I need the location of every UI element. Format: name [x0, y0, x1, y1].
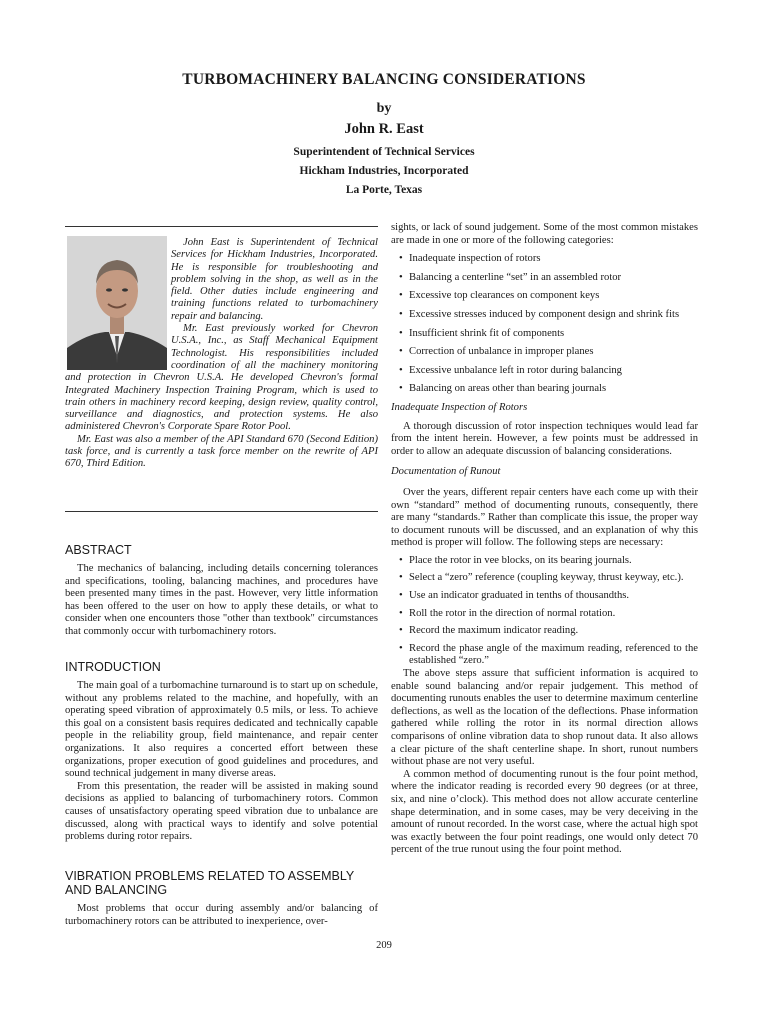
- list-item: • Use an indicator graduated in tenths of thousandths.: [391, 590, 698, 603]
- right-column: [391, 222, 698, 857]
- byline: by: [376, 101, 392, 116]
- introduction-paragraph: From this presentation, the reader will be assisted in making sound decisions as applied to balancing of turbomachinery rotors. Common causes of unsatisfactory operating speed vibration due to unbalance are discussed, along with practical ways to identify and solve potential problems during rotor repairs.: [65, 780, 378, 843]
- mistakes-intro: sights, or lack of sound judgement. Some of the most common mistakes are made in one or more of the following categories:: [391, 222, 698, 246]
- steps-list: [391, 555, 698, 668]
- bio-paragraph: Mr. East previously worked for Chevron U.S.A., Inc., as Staff Mechanical Equipment Technologist. His responsibilities included coordination of all the machinery monitoring and protection in Chevron U.S.A. He developed Chevron's formal Integrated Machinery Inspection Training Program, which is used to train others in machinery record keeping, design review, quality control, surveillance and diagnostics, and protection systems. He also administered Chevron's Corporate Spare Rotor Pool.: [65, 323, 378, 433]
- author-name: John R. East: [344, 121, 424, 137]
- affiliation-line: Hickham Industries, Incorporated: [299, 165, 469, 177]
- list-item: • Excessive unbalance left in rotor during balancing: [391, 365, 698, 378]
- vibration-text: [65, 903, 378, 928]
- bio-paragraph: Mr. East was also a member of the API Standard 670 (Second Edition) task force, and is currently a task force member on the rewrite of API 670, Third Edition.: [65, 433, 378, 470]
- subsection-heading: Inadequate Inspection of Rotors: [391, 401, 528, 413]
- list-item: • Excessive stresses induced by component design and shrink fits: [391, 309, 698, 322]
- paper-title: TURBOMACHINERY BALANCING CONSIDERATIONS: [182, 71, 586, 88]
- vibration-paragraph: Most problems that occur during assembly and/or balancing of turbomachinery rotors can be attributed to inexperience, over-: [65, 903, 378, 927]
- introduction-section: [65, 660, 378, 674]
- list-item: • Record the maximum indicator reading.: [391, 625, 698, 638]
- runout-paragraph: The above steps assure that sufficient information is acquired to enable sound balancing and/or repair judgement. This method of documenting runouts enables the user to determine maximum centerline deflections, as well as the location of the deflections. Phase information gathered while rolling the rotor in its normal direction allows comparisons of online vibration data to shop runout data. It also allows a clear picture of the shaft centerline shape. In short, runout numbers without phase are not very useful.: [391, 668, 698, 768]
- inspection-paragraph: A thorough discussion of rotor inspection techniques would lead far from the intent herein. However, a few points must be addressed in order to allow an adequate discussion of balancing considerations.: [391, 420, 698, 457]
- abstract-section: [65, 543, 378, 557]
- list-item: • Excessive top clearances on component keys: [391, 290, 698, 303]
- introduction-paragraph: The main goal of a turbomachine turnaround is to start up on schedule, without any problems related to the machine, and hopefully, with an operating speed vibration of approximately 0.5 mils, or less. To achieve this goal on a consistent basis requires dedicated and technically capable people in the reliability group, field maintenance, and repair center organizations. It also requires a concerted effort between these organizations, proper execution of good guidelines and procedures, and sound technical judgement in many diverse areas.: [65, 680, 378, 780]
- list-item: • Correction of unbalance in improper planes: [391, 346, 698, 359]
- abstract-heading: ABSTRACT: [65, 543, 132, 557]
- bio-top-rule: [65, 226, 378, 227]
- list-item: • Record the phase angle of the maximum reading, referenced to the established “zero.”: [391, 643, 698, 668]
- list-item: • Select a “zero” reference (coupling keyway, thrust keyway, etc.).: [391, 572, 698, 585]
- vibration-heading: VIBRATION PROBLEMS RELATED TO ASSEMBLY AND BALANCING: [65, 869, 354, 897]
- mistakes-list: [391, 253, 698, 396]
- list-item: • Insufficient shrink fit of components: [391, 328, 698, 341]
- bio-paragraph: John East is Superintendent of Technical Services for Hickham Industries, Incorporated. He is responsible for troubleshooting and problem solving in the shop, as well as in the field. Other duties include engineering and training functions related to turbomachinery repair and balancing.: [171, 237, 378, 322]
- list-item: • Place the rotor in vee blocks, on its bearing journals.: [391, 555, 698, 568]
- bio-bottom-rule: [65, 511, 378, 512]
- affiliation-line: La Porte, Texas: [345, 184, 423, 196]
- page-number: 209: [376, 940, 392, 951]
- subsection-heading: Documentation of Runout: [391, 466, 501, 478]
- introduction-heading: INTRODUCTION: [65, 660, 161, 674]
- abstract-text: [65, 563, 378, 639]
- runout-paragraph: A common method of documenting runout is the four point method, where the indicator reading is recorded every 90 degrees (or at three, six, and nine o’clock). This method does not allow accurate centerline shape determination, and in some cases, may be very deceiving in the amount of runout recorded. In the worst case, where the actual high spot was exactly between the four point readings, one would only detect 70 percent of the true runout using the four point method.: [391, 768, 698, 856]
- runout-paragraph: Over the years, different repair centers have each come up with their own “standard” method of documenting runouts, consequently, there are many “standards.” Rather than complicate this issue, the proper way to document runouts will be discussed, and an explanation of why this method is proper will follow. The following steps are necessary:: [391, 486, 698, 549]
- list-item: • Roll the rotor in the direction of normal rotation.: [391, 608, 698, 621]
- author-photo: [67, 236, 167, 370]
- list-item: • Inadequate inspection of rotors: [391, 253, 698, 266]
- list-item: • Balancing a centerline “set” in an assembled rotor: [391, 272, 698, 285]
- abstract-paragraph: The mechanics of balancing, including details concerning tolerances and specifications, tooling, balancing machines, and procedures have been presented many times in the past. However, very little information has been offered to the user on how to apply these details, or what to consider when one encounters those "other than textbook" circumstances that commonly occur with turbomachinery rotors.: [65, 563, 378, 637]
- vibration-section: [65, 869, 378, 897]
- introduction-text: [65, 680, 378, 844]
- affiliation-line: Superintendent of Technical Services: [293, 146, 475, 158]
- list-item: • Balancing on areas other than bearing journals: [391, 383, 698, 396]
